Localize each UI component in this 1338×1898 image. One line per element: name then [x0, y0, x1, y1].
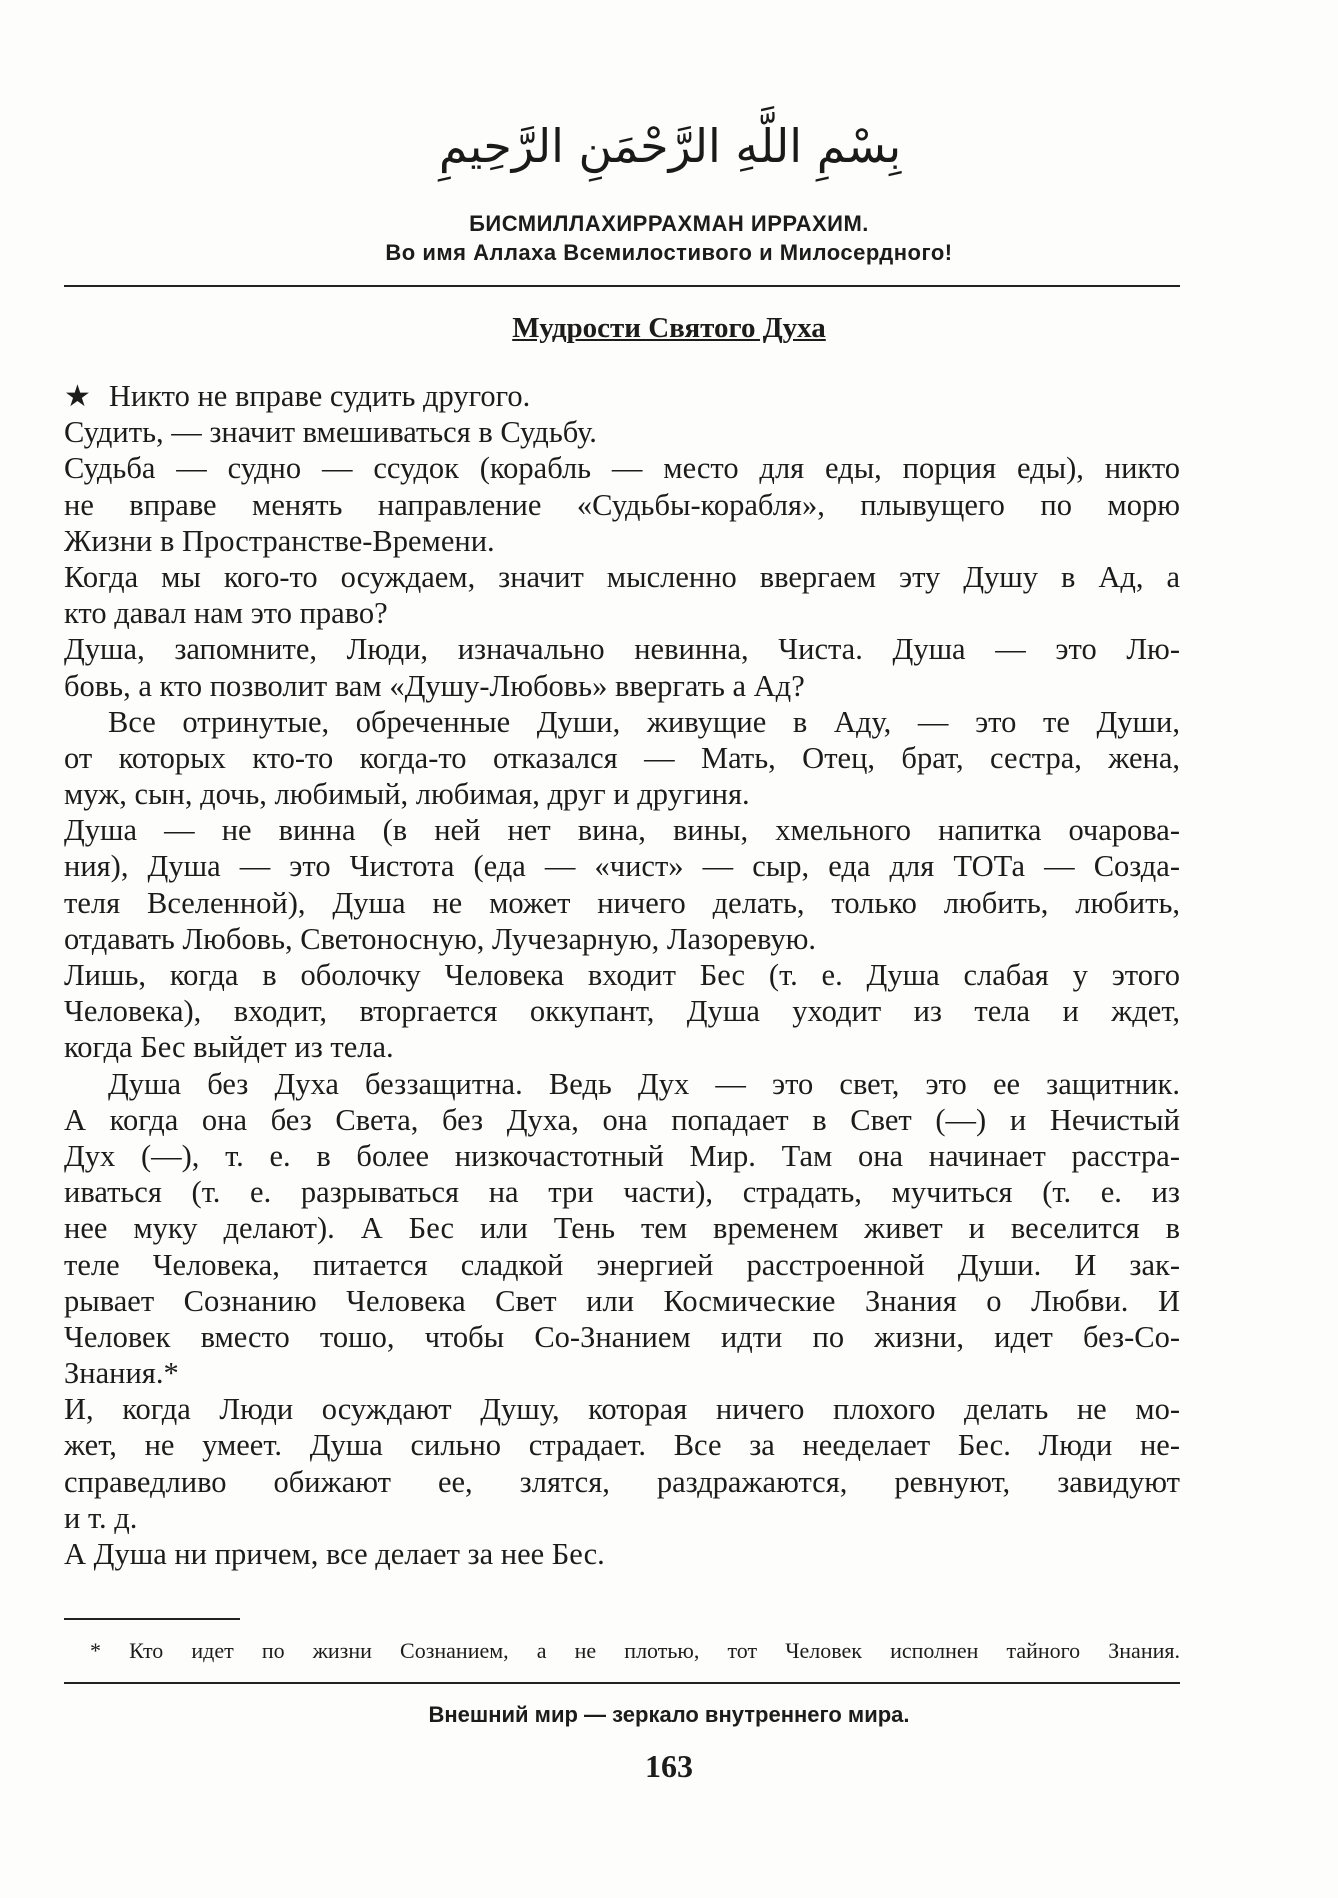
body-line: А Душа ни причем, все делает за нее Бес. — [64, 1537, 605, 1571]
footer-divider — [64, 1682, 1180, 1684]
body-line: иваться (т. е. разрываться на три части), страдать, мучиться (т. е. из — [64, 1175, 1180, 1210]
body-line: Душа — не винна (в ней нет вина, вины, хмельного напитка очарова- — [64, 813, 1180, 848]
basmala-calligraphy — [410, 84, 930, 204]
basmala-text: بِسْمِ اللَّهِ الرَّحْمَنِ الرَّحِيمِ — [438, 119, 902, 173]
body-line: бовь, а кто позволит вам «Душу-Любовь» ввергать а Ад? — [64, 668, 805, 703]
body-line: Жизни в Пространстве-Времени. — [64, 523, 495, 558]
body-line: справедливо обижают ее, злятся, раздражаются, ревнуют, завидуют — [64, 1464, 1180, 1499]
header-divider — [64, 285, 1180, 287]
body-line: Лишь, когда в оболочку Человека входит Бес (т. е. Душа слабая у этого — [64, 958, 1180, 992]
body-line: не вправе менять направление «Судьбы-корабля», плывущего по морю — [64, 487, 1180, 522]
section-title: Мудрости Святого Духа — [512, 312, 826, 344]
header-subtitle: Во имя Аллаха Всемилостивого и Милосердного! — [385, 240, 953, 265]
body-line: кто давал нам это право? — [64, 596, 388, 631]
body-line: и т. д. — [64, 1500, 138, 1535]
body-line: муж, сын, дочь, любимый, любимая, друг и другиня. — [64, 777, 750, 812]
body-line: Человек вместо тошо, чтобы Со-Знанием идти по жизни, идет без-Со- — [64, 1319, 1180, 1354]
body-line: жет, не умеет. Душа сильно страдает. Все за нееделает Бес. Люди не- — [64, 1428, 1180, 1463]
body-line: А когда она без Света, без Духа, она попадает в Свет (—) и Нечистый — [64, 1102, 1180, 1137]
body-line: отдавать Любовь, Светоносную, Лучезарную, Лазоревую. — [64, 921, 817, 956]
body-line: ★ Никто не вправе судить другого. — [64, 379, 531, 413]
body-line: Все отринутые, обреченные Души, живущие в Аду, — это те Души, — [108, 704, 1180, 739]
body-line: Судить, — значит вмешиваться в Судьбу. — [64, 415, 597, 450]
body-line: Знания.* — [64, 1356, 179, 1391]
body-line: Душа, запомните, Люди, изначально невинна, Чиста. Душа — это Лю- — [64, 632, 1180, 667]
page-number: 163 — [645, 1748, 693, 1784]
header-title: БИСМИЛЛАХИРРАХМАН ИРРАХИМ. — [469, 211, 869, 236]
body-line: теле Человека, питается сладкой энергией расстроенной Души. И зак- — [64, 1247, 1180, 1282]
body-line: И, когда Люди осуждают Душу, которая ничего плохого делать не мо- — [64, 1392, 1180, 1427]
body-line: Человека), входит, вторгается оккупант, Душа уходит из тела и ждет, — [64, 994, 1180, 1029]
footnote: * Кто идет по жизни Сознанием, а не плотью, тот Человек исполнен тайного Знания. — [90, 1638, 1180, 1663]
body-line: рывает Сознанию Человека Свет или Космические Знания о Любви. И — [64, 1283, 1180, 1318]
star-icon: ★ — [64, 380, 91, 413]
footer-motto: Внешний мир — зеркало внутреннего мира. — [428, 1702, 910, 1727]
body-line: нее муку делают). А Бес или Тень тем временем живет и веселится в — [64, 1211, 1180, 1246]
body-line: ния), Душа — это Чистота (еда — «чист» — сыр, еда для ТОТа — Созда- — [64, 849, 1180, 884]
body-line: Когда мы кого-то осуждаем, значит мысленно ввергаем эту Душу в Ад, а — [64, 559, 1180, 594]
body-text — [64, 378, 1180, 1572]
body-line: Душа без Духа беззащитна. Ведь Дух — это свет, это ее защитник. — [108, 1066, 1180, 1101]
body-line: теля Вселенной), Душа не может ничего делать, только любить, любить, — [64, 885, 1180, 920]
footnote-divider — [64, 1618, 240, 1620]
body-line: Судьба — судно — ссудок (корабль — место для еды, порция еды), никто — [64, 451, 1180, 486]
body-line: когда Бес выйдет из тела. — [64, 1030, 394, 1065]
body-line: от которых кто-то когда-то отказался — Мать, Отец, брат, сестра, жена, — [64, 740, 1180, 775]
body-line: Дух (—), т. е. в более низкочастотный Мир. Там она начинает расстра- — [64, 1138, 1180, 1173]
